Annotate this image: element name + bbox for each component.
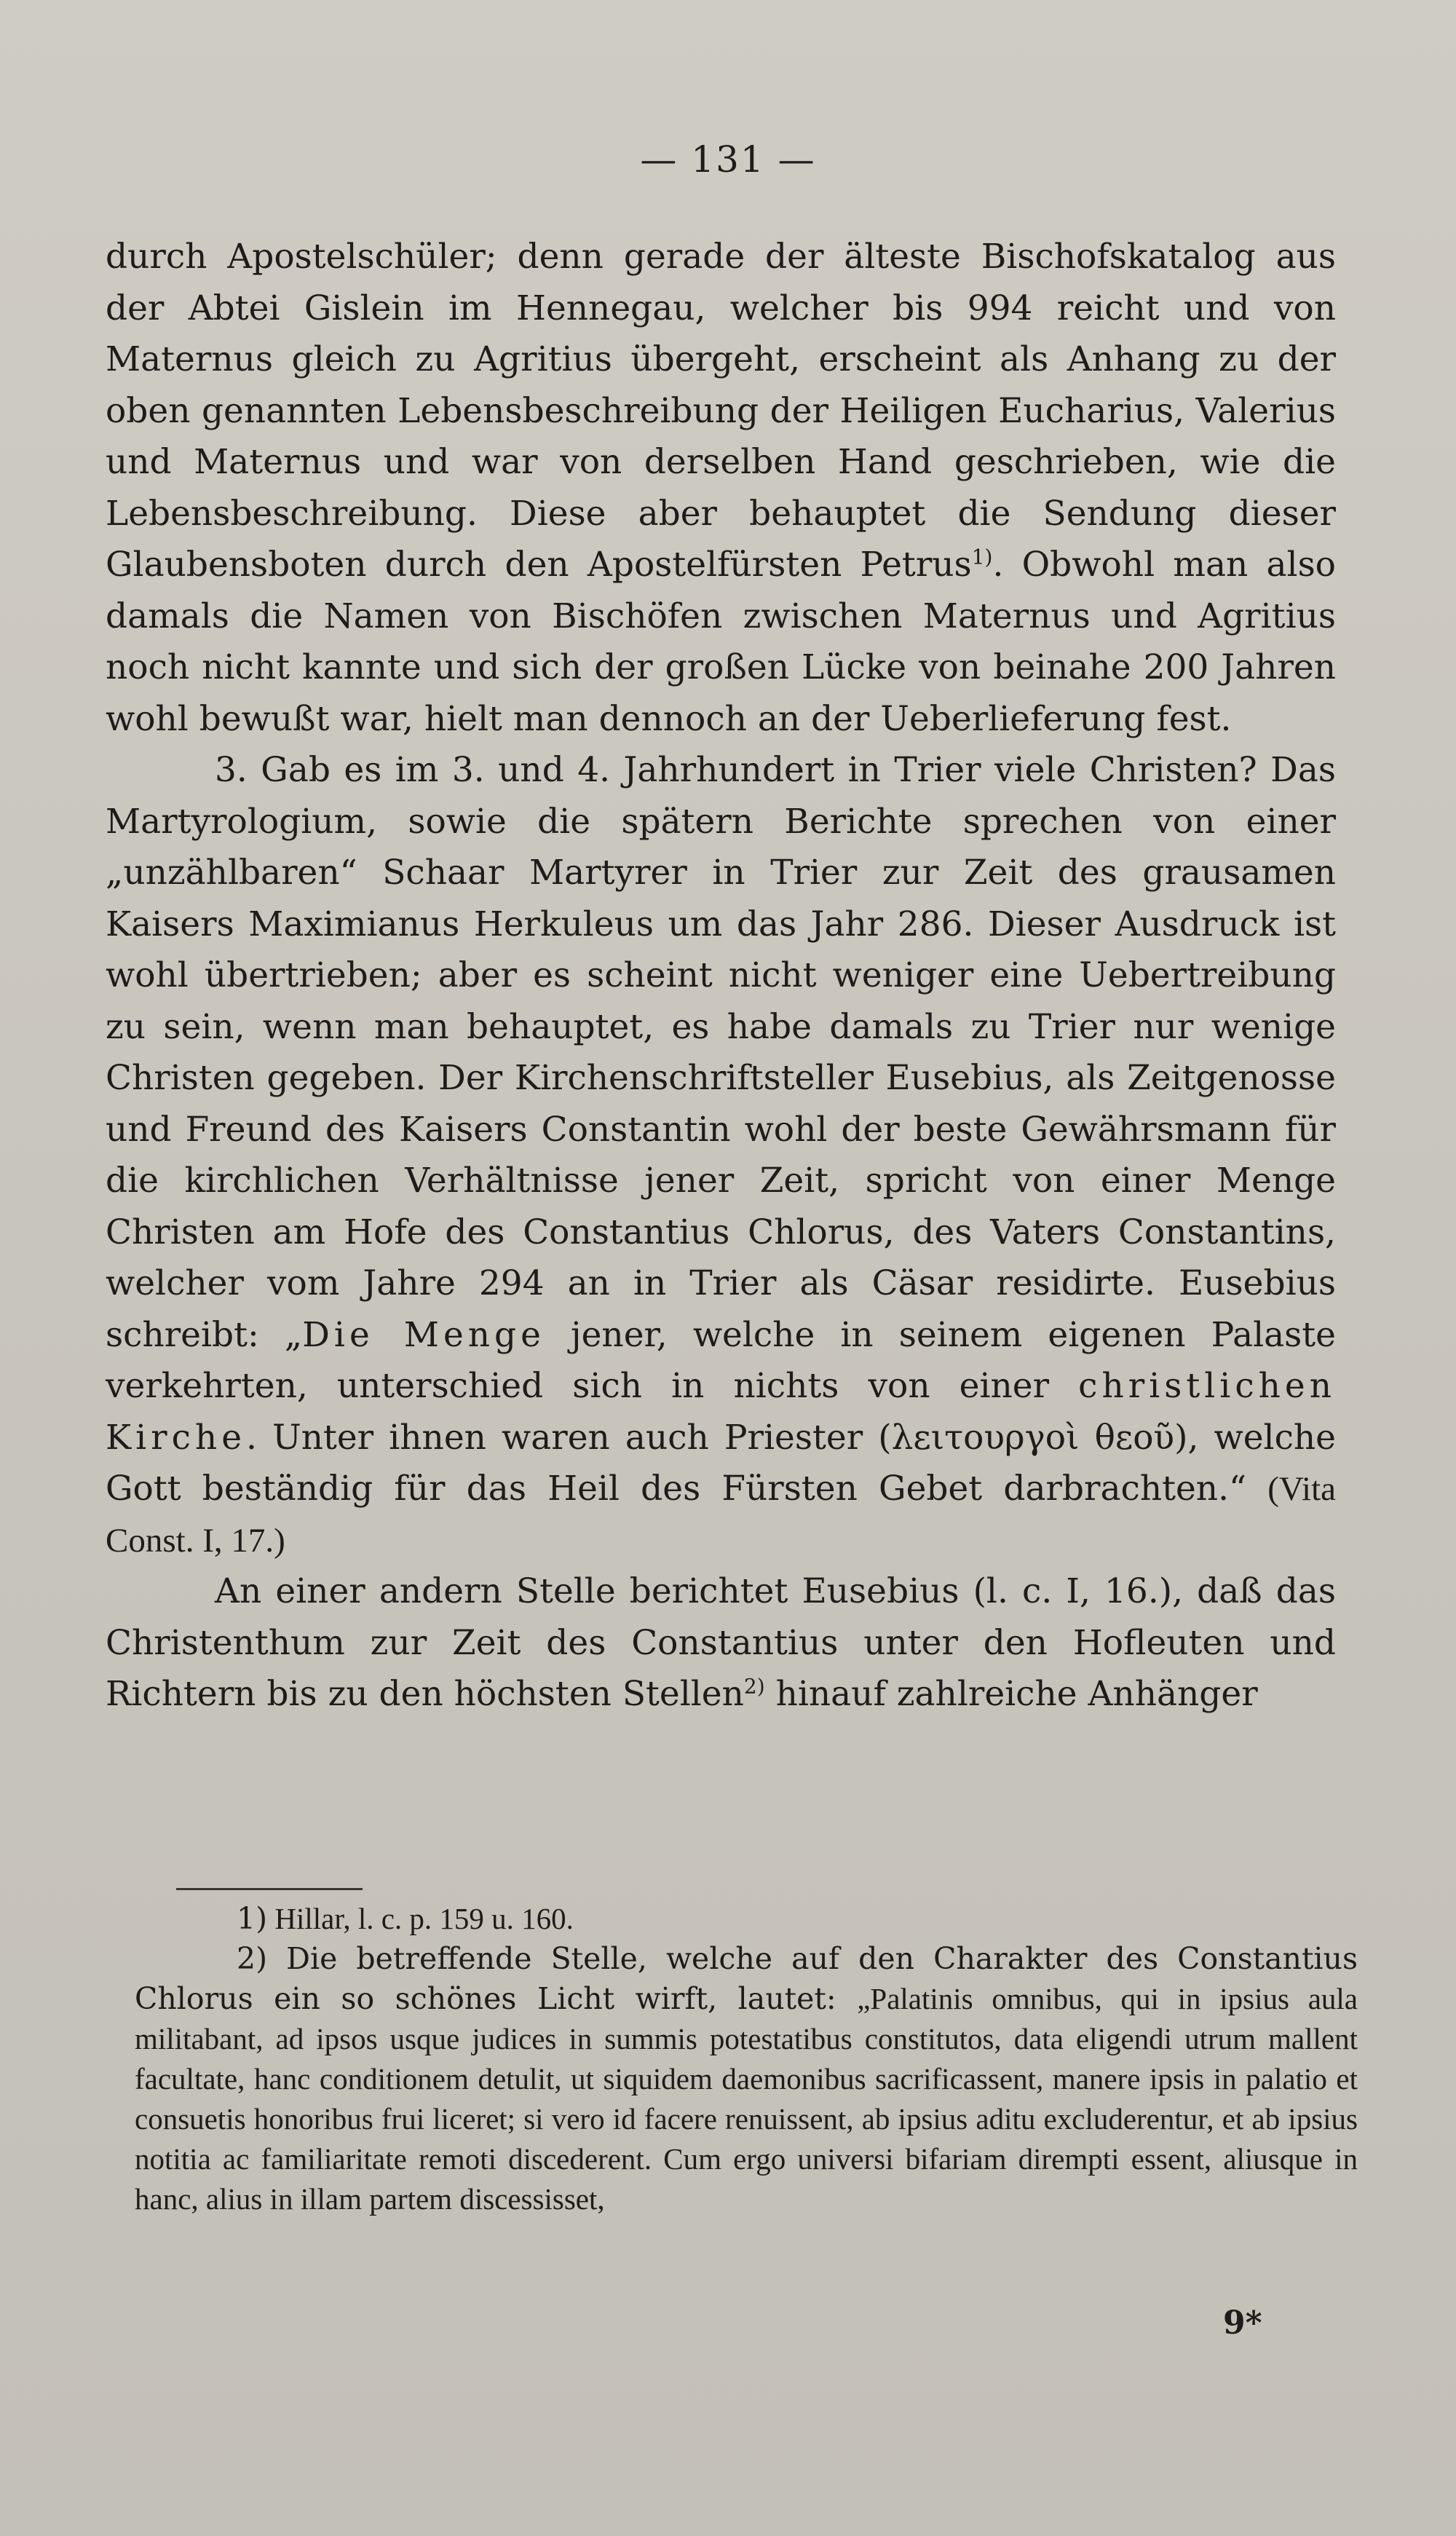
footnote-2 [135, 1939, 1358, 2219]
footnotes [135, 1899, 1358, 2219]
footnote-1 [135, 1899, 1358, 1939]
footnote-1-marker: 1) [237, 1901, 268, 1936]
footnote-2-marker: 2) [237, 1941, 268, 1976]
paragraph-1-end: . Obwohl man also damals die Namen von Bischöfen zwischen Maternus und Agritius noch nicht kannte und sich der großen Lücke von beinahe 200 Jahren wohl bewußt war, hielt man dennoch an der Ueberlieferung fest. [106, 545, 1336, 739]
spaced-quote-2: christlichen Kirche [106, 1366, 1336, 1458]
spaced-quote-1: Die Menge [302, 1314, 545, 1355]
paragraph-3-text-b: hinauf zahlreiche Anhänger [764, 1674, 1258, 1714]
signature-mark: 9* [1223, 2304, 1262, 2342]
footnote-2-text-latin: „Palatinis omnibus, qui in ipsius aula militabant, ad ipsos usque judices in summis potestatibus constitutos, data eligendi utrum mallent facultate, hanc conditionem detulit, ut siquidem daemonibus sacrificassent, manere ipsis in palatio et consuetis honoribus frui liceret; si vero id facere renuissent, ab ipsius aditu excluderentur, et ab ipsius notitia ac familiaritate remoti discederent. Cum ergo universi bifariam dirempti essent, aliusque in hanc, alius in illam partem discessisset, [135, 1982, 1358, 2216]
paragraph-2-text-a: 3. Gab es im 3. und 4. Jahrhundert in Trier viele Christen? Das Martyrologium, sowie die spätern Berichte sprechen von einer „unzählbaren“ Schaar Martyrer in Trier zur Zeit des grausamen Kaisers Maximianus Herkuleus um das Jahr 286. Dieser Ausdruck ist wohl übertrieben; aber es scheint nicht weniger eine Uebertreibung zu sein, wenn man behauptet, es habe damals zu Trier nur wenige Christen gegeben. Der Kirchenschriftsteller Eusebius, als Zeitgenosse und Freund des Kaisers Constantin wohl der beste Gewährsmann für die kirchlichen Verhältnisse jener Zeit, spricht von einer Menge Christen am Hofe des Constantius Chlorus, des Vaters Constantins, welcher vom Jahre 294 an in Trier als Cäsar residirte. Eusebius schreibt: „ [106, 750, 1336, 1355]
page-number: — 131 — [640, 138, 816, 181]
footnote-1-text: Hillar, l. c. p. 159 u. 160. [267, 1902, 574, 1935]
paragraph-3-text-a: An einer andern Stelle berichtet Eusebius (l. c. I, 16.), daß das Christenthum zur Zeit des Constantius unter den Hofleuten und Richtern bis zu den höchsten Stellen [106, 1571, 1336, 1714]
footnote-divider [176, 1888, 363, 1890]
paragraph-2 [106, 745, 1336, 1566]
paragraph-1-text: durch Apostelschüler; denn gerade der älteste Bischofskatalog aus der Abtei Gislein im Hennegau, welcher bis 994 reicht und von Maternus gleich zu Agritius übergeht, erscheint als Anhang zu der oben genannten Lebensbeschreibung der Heiligen Eucharius, Valerius und Maternus und war von derselben Hand geschrieben, wie die Lebensbeschreibung. Diese aber behauptet die Sendung dieser Glaubensboten durch den Apostelfürsten Petrus [106, 237, 1336, 585]
main-text [106, 232, 1336, 1721]
footnote-ref-1: 1) [971, 545, 993, 569]
paragraph-1 [106, 232, 1336, 745]
paragraph-3 [106, 1566, 1336, 1721]
paragraph-2-text-c: . Unter ihnen waren auch Priester (λειτουργοὶ θεοῦ), welche Gott beständig für das Heil des Fürsten Gebet darbrachten.“ [106, 1417, 1336, 1509]
citation: (Vita Const. I, 17.) [106, 1470, 1336, 1560]
footnote-2-text-german: Die betreffende Stelle, welche auf den Charakter des Constantius Chlorus ein so schönes Licht wirft, lautet: [135, 1941, 1358, 2016]
paragraph-2-text-b: jener, welche in seinem eigenen Palaste verkehrten, unterschied sich in nichts von einer [106, 1314, 1336, 1406]
footnote-ref-2: 2) [743, 1674, 765, 1699]
